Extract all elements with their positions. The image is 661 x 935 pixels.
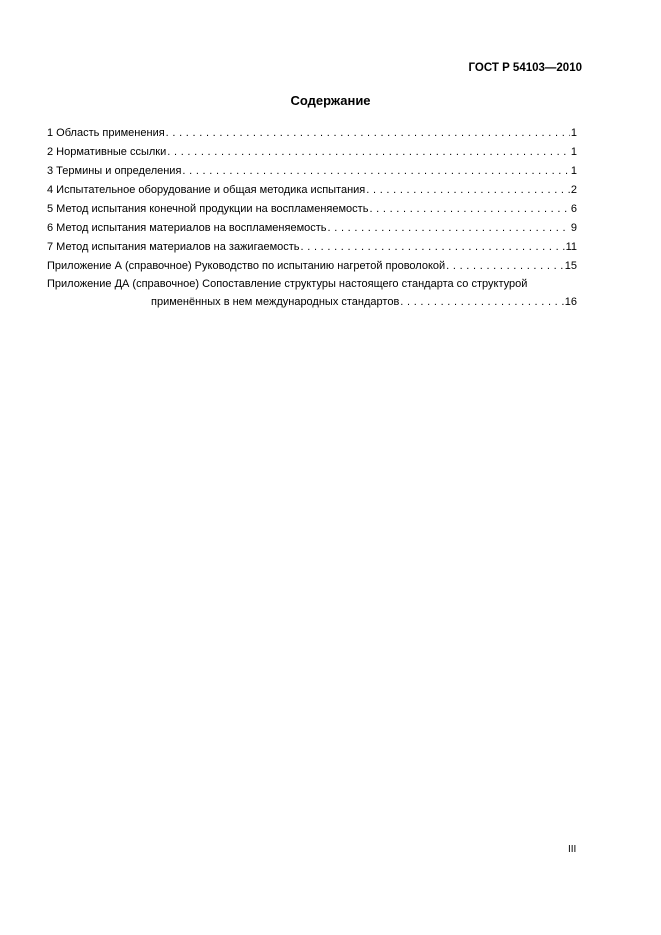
toc-entry-7[interactable]: 7 Метод испытания материалов на зажигаемость . . . 11 (47, 238, 577, 257)
toc-entry-annex-da[interactable]: Приложение ДА (справочное) Сопоставление структуры настоящего стандарта со структурой применённых в нем международных стандартов . . . 16 (47, 276, 577, 312)
page-title: Содержание (290, 93, 371, 108)
toc-entry-3[interactable]: 3 Термины и определения . . . 1 (47, 162, 577, 181)
annex-da-title: Приложение ДА (справочное) Сопоставление структуры настоящего стандарта со структурой (47, 278, 528, 290)
leader-dots (446, 257, 564, 276)
toc-entry-2[interactable]: 2 Нормативные ссылки . . . 1 (47, 143, 577, 162)
toc-entry-1[interactable]: 1 Область применения . . . 1 (47, 124, 577, 143)
leader-dots (369, 200, 569, 219)
toc-entry-5[interactable]: 5 Метод испытания конечной продукции на воспламеняемость . . . 6 (47, 200, 577, 219)
table-of-contents (47, 124, 577, 312)
leader-dots (400, 293, 563, 312)
toc-entry-annex-a[interactable]: Приложение А (справочное) Руководство по испытанию нагретой проволокой . . . 15 (47, 257, 577, 276)
leader-dots (166, 124, 570, 143)
toc-entry-4[interactable]: 4 Испытательное оборудование и общая методика испытания . . . 2 (47, 181, 577, 200)
leader-dots (366, 181, 570, 200)
toc-entry-6[interactable]: 6 Метод испытания материалов на воспламеняемость . . . 9 (47, 219, 577, 238)
leader-dots (167, 143, 570, 162)
leader-dots (301, 238, 565, 257)
leader-dots (182, 162, 569, 181)
leader-dots (328, 219, 570, 238)
document-code: ГОСТ Р 54103—2010 (468, 62, 582, 74)
page-number: III (568, 844, 577, 855)
